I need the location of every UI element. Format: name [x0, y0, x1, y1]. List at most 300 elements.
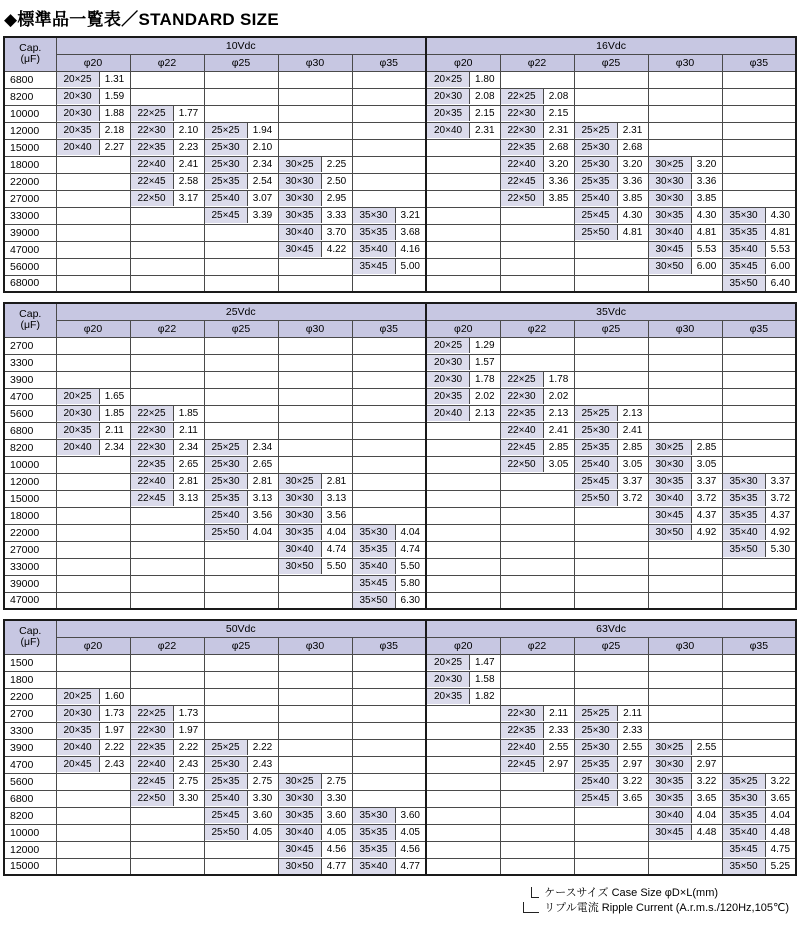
case-size: 20×30: [427, 672, 470, 687]
size-ripple-cell: [648, 688, 722, 705]
ripple-current: [470, 825, 500, 840]
case-size: 25×40: [205, 191, 248, 206]
cap-value: 56000: [4, 258, 56, 275]
case-size: [131, 525, 174, 540]
size-ripple-cell: [56, 275, 130, 292]
case-size: [353, 276, 396, 291]
ripple-current: [618, 389, 648, 404]
size-ripple-cell: [278, 439, 352, 456]
ripple-current: 2.43: [178, 759, 199, 770]
case-size: [427, 225, 470, 240]
ripple-current: 2.13: [475, 408, 495, 419]
size-ripple-cell: [204, 807, 278, 824]
ripple-current: [174, 593, 204, 608]
size-ripple-cell: [648, 671, 722, 688]
case-size: [723, 740, 766, 755]
size-ripple-cell: [426, 858, 500, 875]
size-ripple-cell: [56, 773, 130, 790]
legend-case-size: [523, 885, 789, 900]
size-ripple-cell: [56, 575, 130, 592]
case-size: [205, 225, 248, 240]
size-ripple-cell: [426, 224, 500, 241]
diameter-header: φ35: [722, 320, 796, 337]
ripple-current: [618, 859, 648, 874]
case-size: [279, 389, 322, 404]
size-ripple-cell: [722, 139, 796, 156]
case-size: [427, 740, 470, 755]
ripple-current: [692, 655, 722, 670]
ripple-current: 5.80: [400, 578, 420, 589]
ripple-current: [100, 191, 130, 206]
case-size: [427, 842, 470, 857]
size-ripple-cell: [648, 439, 722, 456]
ripple-current: [322, 276, 352, 291]
size-ripple-cell: [574, 156, 648, 173]
ripple-current: [100, 242, 130, 257]
case-size: 25×35: [205, 174, 248, 189]
size-ripple-cell: [722, 405, 796, 422]
case-size: [649, 72, 692, 87]
ripple-current: 1.82: [475, 691, 495, 702]
case-size: [427, 723, 470, 738]
ripple-current: 1.73: [178, 708, 199, 719]
ripple-current: [174, 242, 204, 257]
size-ripple-cell: [56, 722, 130, 739]
size-ripple-cell: [722, 422, 796, 439]
case-size: [427, 474, 470, 489]
ripple-current: [618, 276, 648, 291]
case-size: [279, 106, 322, 121]
ripple-current: 2.11: [623, 708, 642, 719]
size-ripple-cell: [130, 739, 204, 756]
size-ripple-cell: [352, 490, 426, 507]
size-ripple-cell: [56, 456, 130, 473]
ripple-current: [396, 276, 426, 291]
size-ripple-cell: [204, 654, 278, 671]
table-row: [4, 739, 796, 756]
table-row: [4, 354, 796, 371]
case-size: 20×30: [427, 372, 470, 387]
case-size: [427, 242, 470, 257]
ripple-current: [470, 225, 500, 240]
size-ripple-cell: [204, 173, 278, 190]
case-size: 30×30: [649, 174, 692, 189]
ripple-current: [322, 338, 352, 353]
ripple-current: [248, 423, 278, 438]
ripple-current: 4.05: [400, 827, 420, 838]
table-row: [4, 275, 796, 292]
size-ripple-cell: [648, 122, 722, 139]
case-size: [649, 276, 692, 291]
ripple-current: [544, 474, 574, 489]
case-size: [57, 372, 100, 387]
ripple-current: [618, 593, 648, 608]
cap-value: 1500: [4, 654, 56, 671]
case-size: 25×30: [575, 140, 618, 155]
size-ripple-cell: [352, 841, 426, 858]
ripple-current: [396, 757, 426, 772]
case-size: [723, 440, 766, 455]
size-ripple-cell: [204, 422, 278, 439]
case-size: 30×40: [649, 808, 692, 823]
ripple-current: [248, 225, 278, 240]
case-size: [353, 689, 396, 704]
size-ripple-cell: [352, 541, 426, 558]
cap-value: 33000: [4, 558, 56, 575]
ripple-current: [396, 740, 426, 755]
size-ripple-cell: [574, 688, 648, 705]
size-ripple-cell: [500, 490, 574, 507]
ripple-current: [692, 672, 722, 687]
case-size: [723, 89, 766, 104]
ripple-current: 4.37: [770, 510, 791, 521]
case-size: [501, 276, 544, 291]
table-row: [4, 824, 796, 841]
case-size: 22×30: [501, 123, 544, 138]
table-row: [4, 858, 796, 875]
ripple-current: [396, 672, 426, 687]
ripple-current: [470, 774, 500, 789]
case-size: [723, 423, 766, 438]
size-ripple-cell: [722, 439, 796, 456]
size-ripple-cell: [574, 490, 648, 507]
case-size: 35×50: [353, 593, 396, 608]
size-ripple-cell: [648, 456, 722, 473]
size-ripple-cell: [500, 139, 574, 156]
case-size: [427, 576, 470, 591]
cap-value: 5600: [4, 405, 56, 422]
ripple-current: [100, 672, 130, 687]
size-ripple-cell: [352, 524, 426, 541]
size-ripple-cell: [574, 354, 648, 371]
case-size: [575, 842, 618, 857]
case-size: 20×35: [57, 123, 100, 138]
case-size: [427, 276, 470, 291]
ripple-current: [470, 423, 500, 438]
size-ripple-cell: [352, 807, 426, 824]
ripple-current: [100, 508, 130, 523]
ripple-current: [248, 859, 278, 874]
ripple-current: [470, 791, 500, 806]
diameter-header: φ20: [56, 320, 130, 337]
cap-value: 12000: [4, 473, 56, 490]
ripple-current: [248, 542, 278, 557]
case-size: [427, 859, 470, 874]
ripple-current: [470, 174, 500, 189]
ripple-current: 4.30: [622, 210, 643, 221]
size-ripple-cell: [722, 654, 796, 671]
size-ripple-cell: [352, 173, 426, 190]
size-ripple-cell: [648, 139, 722, 156]
size-ripple-cell: [278, 524, 352, 541]
size-ripple-cell: [352, 773, 426, 790]
ripple-current: [766, 174, 796, 189]
case-size: [501, 655, 544, 670]
diameter-header: φ25: [574, 54, 648, 71]
size-ripple-cell: [426, 705, 500, 722]
case-size: 22×40: [501, 157, 544, 172]
size-ripple-cell: [56, 258, 130, 275]
ripple-current: 2.34: [252, 442, 273, 453]
ripple-current: [100, 338, 130, 353]
ripple-current: 2.41: [178, 159, 199, 170]
size-ripple-cell: [278, 105, 352, 122]
ripple-current: [100, 208, 130, 223]
size-ripple-cell: [352, 371, 426, 388]
case-size: 25×45: [205, 208, 248, 223]
case-size: [279, 338, 322, 353]
ripple-current: [322, 457, 352, 472]
case-size: [57, 225, 100, 240]
size-ripple-cell: [574, 473, 648, 490]
size-ripple-cell: [352, 422, 426, 439]
table-row: [4, 756, 796, 773]
ripple-current: [692, 593, 722, 608]
case-size: [575, 355, 618, 370]
case-size: 35×30: [723, 474, 766, 489]
case-size: [501, 689, 544, 704]
size-ripple-cell: [426, 241, 500, 258]
case-size: [649, 372, 692, 387]
size-ripple-cell: [648, 654, 722, 671]
size-ripple-cell: [130, 241, 204, 258]
ripple-current: 1.59: [104, 91, 125, 102]
size-ripple-cell: [574, 739, 648, 756]
ripple-current: [618, 842, 648, 857]
ripple-current: [692, 106, 722, 121]
ripple-current: [692, 842, 722, 857]
ripple-current: [544, 259, 574, 274]
standard-size-table: [3, 619, 797, 876]
size-ripple-cell: [426, 371, 500, 388]
ripple-current: [248, 842, 278, 857]
ripple-current: [322, 740, 352, 755]
case-size: [501, 474, 544, 489]
size-ripple-cell: [426, 524, 500, 541]
size-ripple-cell: [574, 422, 648, 439]
ripple-current: [100, 859, 130, 874]
ripple-current: [470, 508, 500, 523]
ripple-current: 3.37: [696, 476, 717, 487]
case-size: 35×40: [723, 825, 766, 840]
case-size: 22×35: [131, 457, 174, 472]
case-size: [427, 808, 470, 823]
voltage-header: 63Vdc: [426, 620, 796, 637]
ripple-current: 2.85: [696, 442, 717, 453]
size-ripple-cell: [426, 558, 500, 575]
size-ripple-cell: [352, 156, 426, 173]
case-size: 22×50: [131, 191, 174, 206]
ripple-current: [100, 842, 130, 857]
size-ripple-cell: [204, 705, 278, 722]
size-ripple-cell: [722, 575, 796, 592]
case-size: 22×40: [131, 757, 174, 772]
ripple-current: 3.85: [548, 193, 569, 204]
case-size: [279, 457, 322, 472]
table-row: [4, 773, 796, 790]
case-size: [353, 706, 396, 721]
ripple-current: [618, 72, 648, 87]
size-ripple-cell: [648, 71, 722, 88]
ripple-current: 4.05: [326, 827, 347, 838]
case-size: [279, 423, 322, 438]
case-size: [131, 808, 174, 823]
ripple-current: [470, 491, 500, 506]
case-size: 35×30: [353, 808, 396, 823]
ripple-current: [766, 559, 796, 574]
case-size: [205, 72, 248, 87]
size-ripple-cell: [500, 841, 574, 858]
ripple-current: 1.85: [104, 408, 125, 419]
case-size: 30×50: [649, 525, 692, 540]
size-ripple-cell: [278, 705, 352, 722]
size-ripple-cell: [56, 524, 130, 541]
ripple-current: [618, 89, 648, 104]
size-ripple-cell: [130, 71, 204, 88]
case-size: 25×25: [575, 123, 618, 138]
size-ripple-cell: [130, 507, 204, 524]
size-ripple-cell: [278, 858, 352, 875]
ripple-current: 4.16: [400, 244, 420, 255]
size-ripple-cell: [574, 592, 648, 609]
size-ripple-cell: [278, 88, 352, 105]
size-ripple-cell: [278, 824, 352, 841]
case-size: [353, 774, 396, 789]
ripple-current: [100, 174, 130, 189]
cap-value: 5600: [4, 773, 56, 790]
case-size: [353, 174, 396, 189]
case-size: [649, 423, 692, 438]
case-size: 25×25: [205, 123, 248, 138]
case-size: 25×30: [575, 157, 618, 172]
table-row: [4, 490, 796, 507]
size-ripple-cell: [130, 858, 204, 875]
case-size: [57, 576, 100, 591]
ripple-current: 1.73: [104, 708, 125, 719]
case-size: [501, 542, 544, 557]
ripple-current: [322, 440, 352, 455]
size-ripple-cell: [56, 224, 130, 241]
size-ripple-cell: [130, 275, 204, 292]
case-size: [131, 355, 174, 370]
ripple-current: [322, 372, 352, 387]
case-size: 20×40: [57, 740, 100, 755]
case-size: 35×35: [353, 825, 396, 840]
case-size: 22×30: [131, 723, 174, 738]
case-size: [501, 355, 544, 370]
case-size: [57, 242, 100, 257]
ripple-current: 2.08: [475, 91, 495, 102]
case-size: 35×30: [353, 525, 396, 540]
size-ripple-cell: [130, 190, 204, 207]
case-size: [723, 191, 766, 206]
ripple-current: [396, 689, 426, 704]
cap-value: 8200: [4, 807, 56, 824]
case-size: [57, 593, 100, 608]
ripple-current: [692, 706, 722, 721]
case-size: 35×35: [353, 225, 396, 240]
size-ripple-cell: [130, 456, 204, 473]
ripple-current: [544, 355, 574, 370]
ripple-current: 3.07: [252, 193, 273, 204]
size-ripple-cell: [130, 207, 204, 224]
case-size: [353, 740, 396, 755]
ripple-current: [766, 423, 796, 438]
size-ripple-cell: [648, 207, 722, 224]
ripple-current: [544, 491, 574, 506]
ripple-current: 2.41: [622, 425, 643, 436]
ripple-current: [470, 276, 500, 291]
case-size: [205, 338, 248, 353]
diameter-header: φ20: [426, 320, 500, 337]
ripple-current: 4.04: [326, 527, 347, 538]
case-size: 25×25: [575, 406, 618, 421]
ripple-current: [470, 440, 500, 455]
case-size: 30×35: [649, 774, 692, 789]
case-size: 30×30: [649, 757, 692, 772]
case-size: 30×30: [279, 491, 322, 506]
case-size: [501, 808, 544, 823]
ripple-current: [396, 174, 426, 189]
size-ripple-cell: [574, 654, 648, 671]
size-ripple-cell: [278, 507, 352, 524]
cap-value: 33000: [4, 207, 56, 224]
size-ripple-cell: [204, 241, 278, 258]
ripple-current: [174, 542, 204, 557]
ripple-current: [248, 259, 278, 274]
ripple-current: 2.54: [252, 176, 273, 187]
case-size: 30×50: [279, 859, 322, 874]
size-ripple-cell: [278, 654, 352, 671]
case-size: 35×35: [723, 491, 766, 506]
size-ripple-cell: [426, 790, 500, 807]
case-size: 22×50: [131, 791, 174, 806]
size-ripple-cell: [648, 841, 722, 858]
case-size: 25×25: [205, 440, 248, 455]
case-size: 30×40: [279, 825, 322, 840]
case-size: [427, 706, 470, 721]
case-size: [205, 372, 248, 387]
case-size: [723, 757, 766, 772]
size-ripple-cell: [574, 405, 648, 422]
case-size: [649, 89, 692, 104]
cap-value: 8200: [4, 439, 56, 456]
size-ripple-cell: [352, 688, 426, 705]
ripple-current: 2.55: [696, 742, 717, 753]
ripple-current: [396, 191, 426, 206]
size-ripple-cell: [278, 592, 352, 609]
case-size: 35×30: [723, 208, 766, 223]
ripple-current: [100, 525, 130, 540]
case-size: [723, 655, 766, 670]
ripple-current: [248, 593, 278, 608]
size-ripple-cell: [352, 824, 426, 841]
case-size-connector-line: [531, 887, 539, 898]
size-ripple-cell: [204, 773, 278, 790]
cap-value: 18000: [4, 507, 56, 524]
case-size: 30×45: [649, 242, 692, 257]
size-ripple-cell: [130, 258, 204, 275]
size-ripple-cell: [130, 88, 204, 105]
ripple-current: [322, 89, 352, 104]
size-ripple-cell: [722, 671, 796, 688]
diameter-header: φ25: [204, 637, 278, 654]
size-ripple-cell: [574, 558, 648, 575]
ripple-current: [248, 723, 278, 738]
case-size: [723, 389, 766, 404]
case-size: 25×50: [205, 825, 248, 840]
size-ripple-cell: [204, 88, 278, 105]
